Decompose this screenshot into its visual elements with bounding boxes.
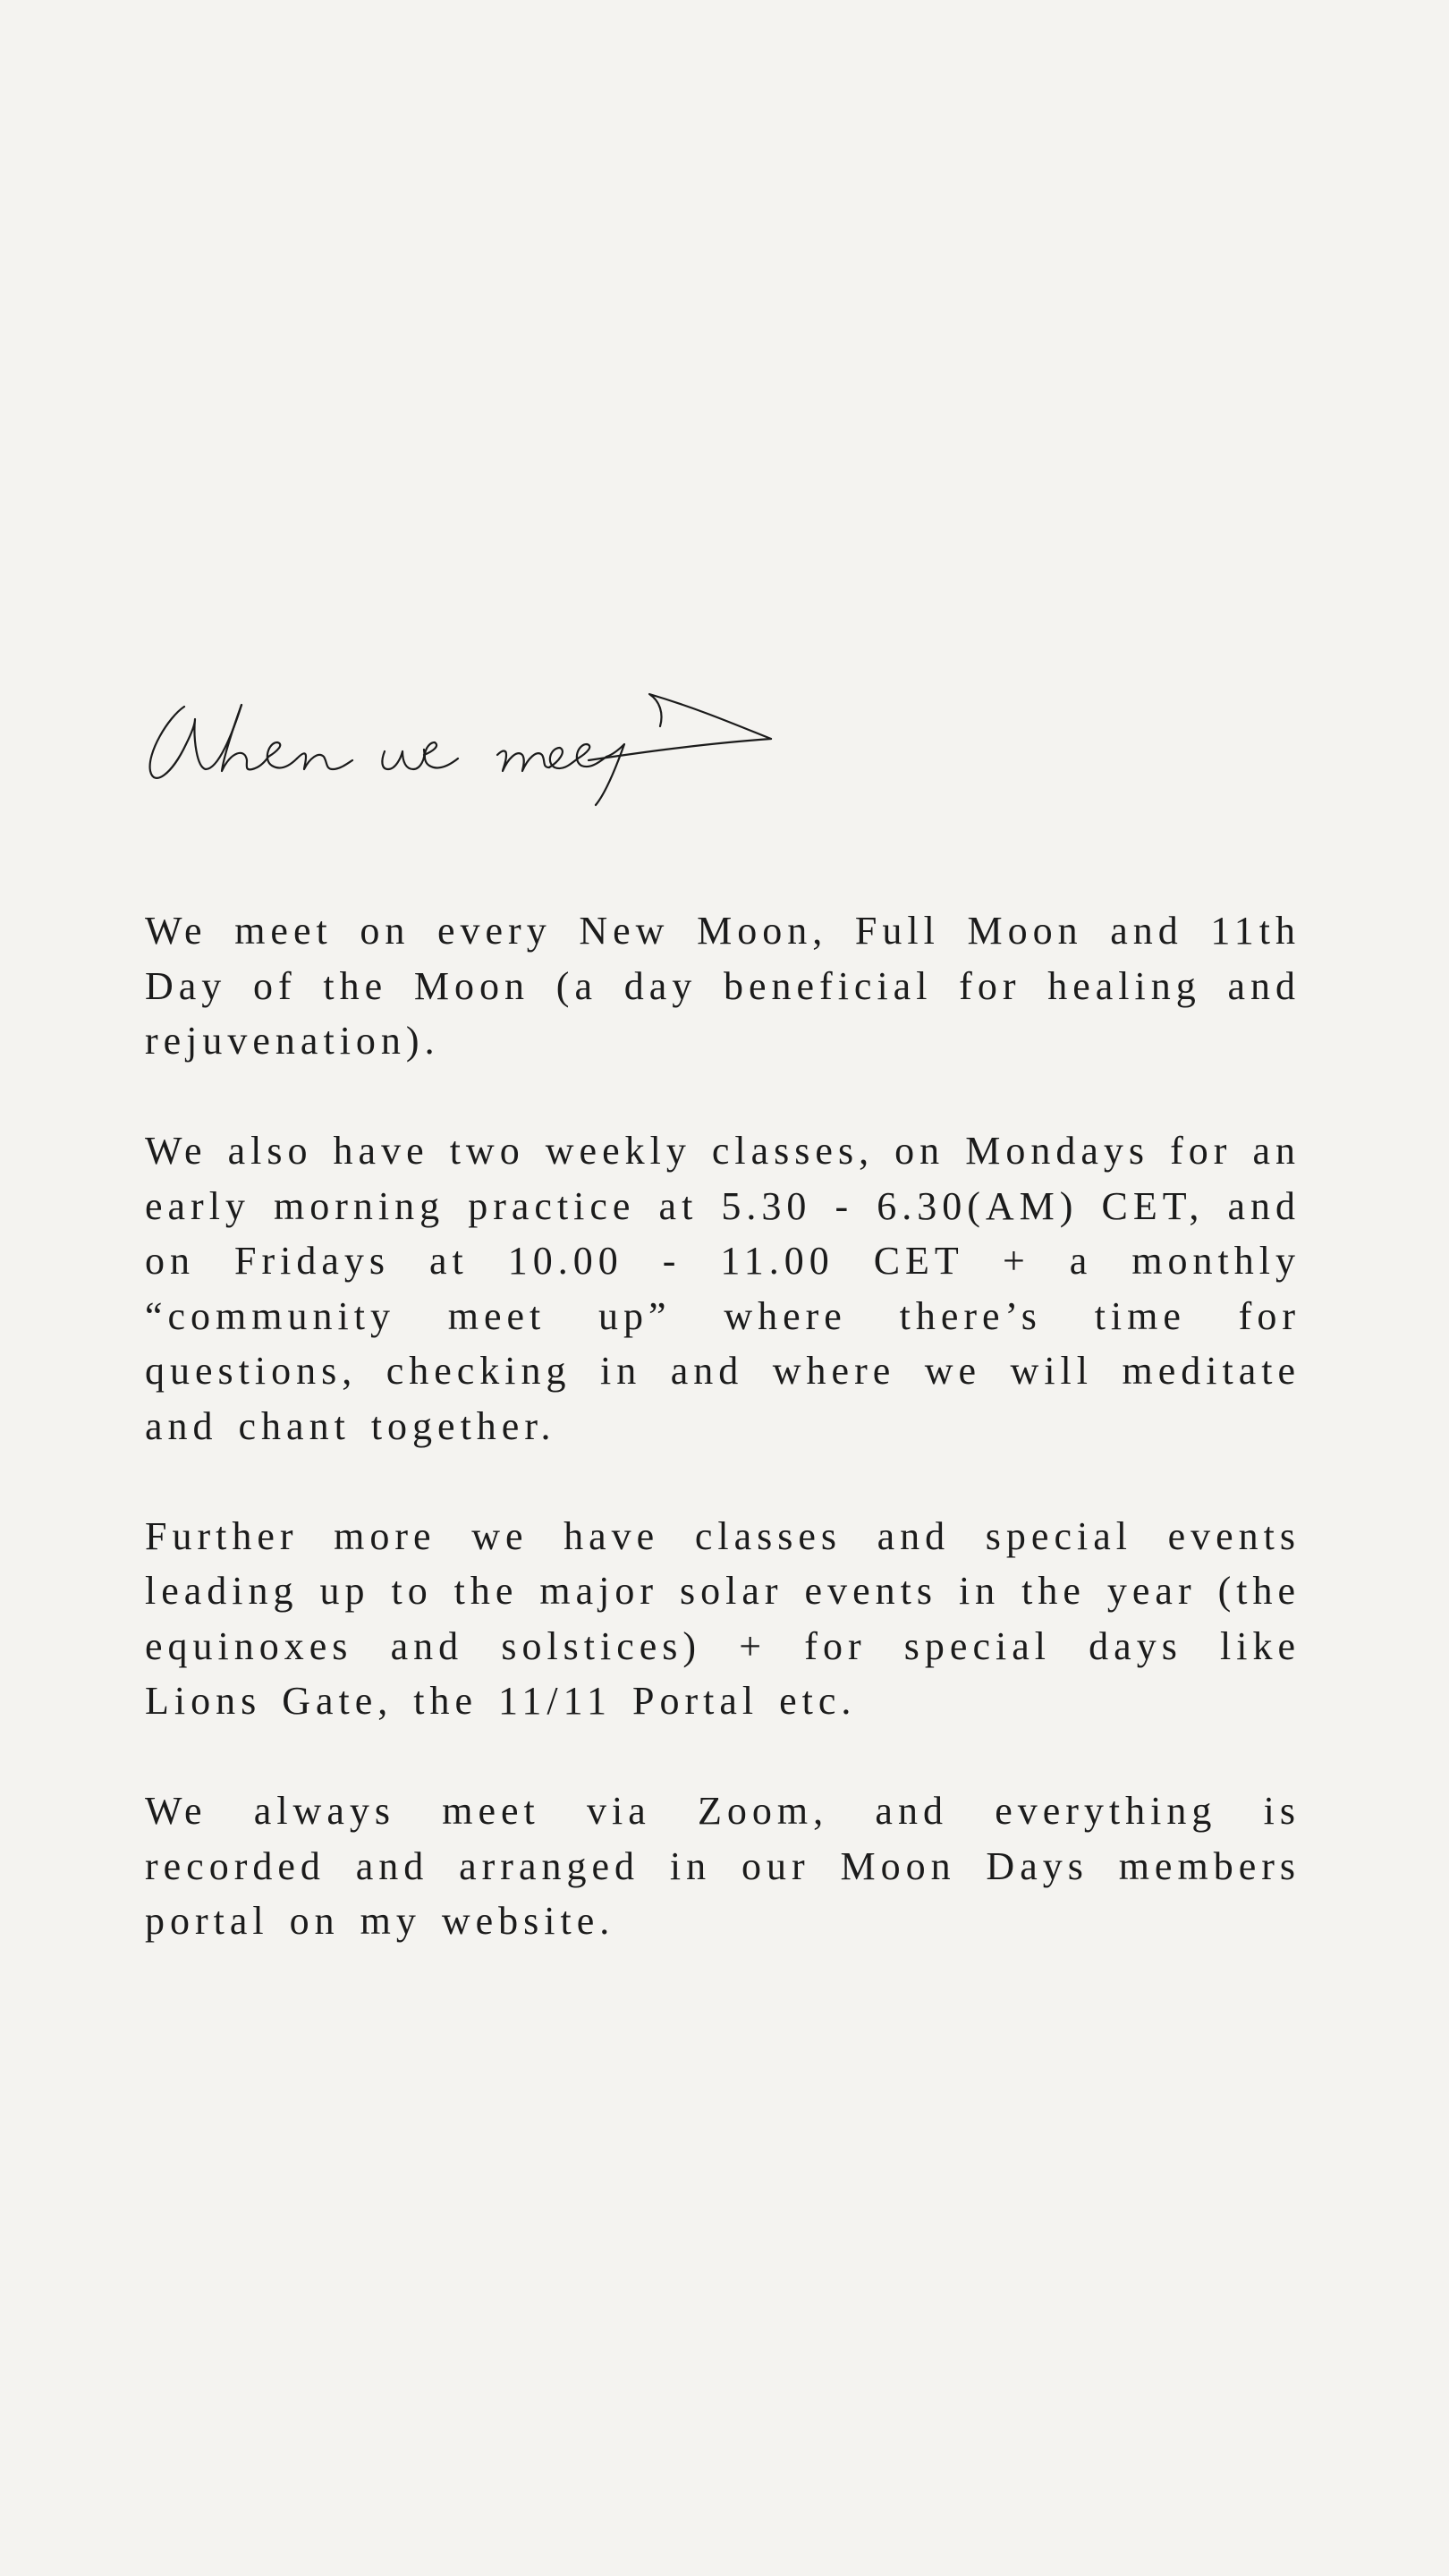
- script-heading: [141, 662, 785, 823]
- paragraph-special-events: Further more we have classes and special events leading up to the major solar events in the year (the equinoxes and solstices) + for special days like Lions Gate, the 11/11 Portal etc.: [145, 1513, 1301, 1723]
- script-heading-artwork: [141, 662, 785, 823]
- paragraph-moon-days: We meet on every New Moon, Full Moon and 11th Day of the Moon (a day beneficial for healing and rejuvenation).: [145, 909, 1301, 1063]
- paragraph-zoom: We always meet via Zoom, and everything is recorded and arranged in our Moon Days members portal on my website.: [145, 1789, 1301, 1943]
- body-text: [145, 903, 1301, 2004]
- paragraph-weekly-classes: We also have two weekly classes, on Mondays for an early morning practice at 5.30 - 6.30(AM) CET, and on Fridays at 10.00 - 11.00 CET + a monthly “community meet up” where there’s time for questions, checking in and where we will meditate and chant together.: [145, 1129, 1301, 1448]
